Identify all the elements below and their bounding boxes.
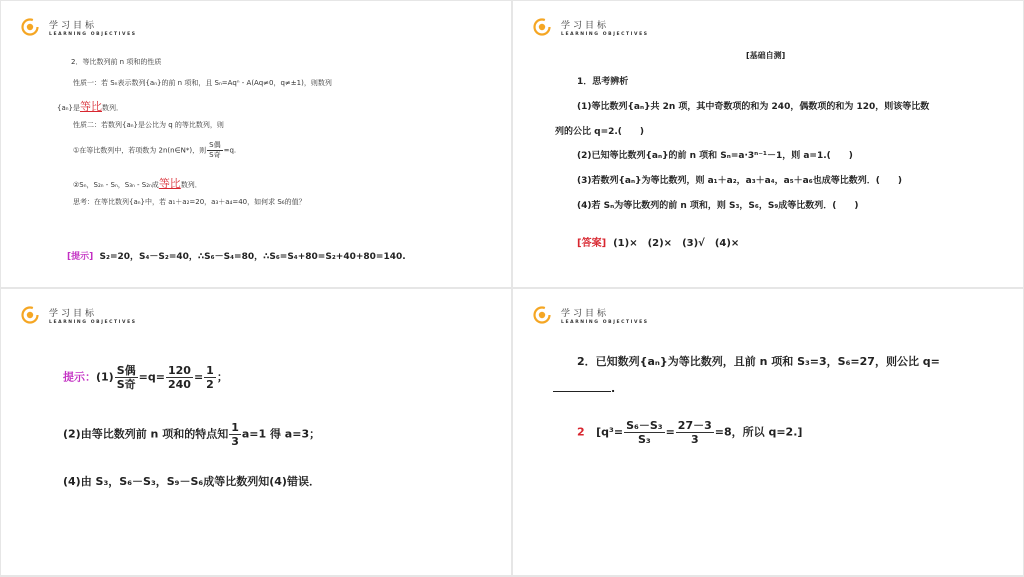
answer-number: 2 — [577, 425, 585, 439]
fraction: $\frac{\text{S₆－S₃}}{\text{S₃}}$ — [626, 419, 663, 446]
property-one-cont: {aₙ}是等比数列． — [57, 100, 123, 113]
fraction: $\frac{1}{2}$ — [206, 364, 214, 391]
header-subtitle: LEARNING OBJECTIVES — [561, 32, 649, 37]
header-title: 学习目标 — [561, 21, 610, 31]
header-title: 学习目标 — [49, 21, 98, 31]
fraction: $\frac{27-3}{3}$ — [677, 419, 712, 446]
question-1: (1)等比数列{aₙ}共 2n 项，其中奇数项的和为 240，偶数项的和为 120，则该等比数 — [577, 102, 930, 112]
question-blank: . — [553, 381, 615, 395]
answer-line: 2 [q³= $\frac{\text{S₆－S₃}}{\text{S₃}}$ = $\frac{27-3}{3}$ =8，所以 q=2.] — [577, 419, 803, 446]
fraction: $\frac{\text{S偶}}{\text{S奇}}$ — [116, 364, 136, 391]
think-question: 思考：在等比数列{aₙ}中，若 a₁＋a₂=20，a₃＋a₄=40，如何求 S₆的值？ — [73, 198, 306, 206]
fill-in-answer: 等比 — [158, 177, 181, 190]
hint-line-2: (2)由等比数列前 n 项和的特点知 $\frac{1}{3}$ a=1 得 a=3； — [63, 421, 321, 448]
logo-icon — [533, 18, 551, 36]
question-4: (4)若 Sₙ为等比数列的前 n 项和，则 S₃，S₆，S₉成等比数列．( ) — [577, 201, 859, 211]
property-one: 性质一：若 Sₙ表示数列{aₙ}的前 n 项和，且 Sₙ=Aqⁿ - A(Aq≠0，q≠±1)，则数列 — [73, 79, 332, 87]
slide-3 — [1, 289, 511, 575]
hint-line: [提示] S₂=20，S₄－S₂=40，∴S₆－S₄=80，∴S₆=S₄+80=S₂+40+80=140. — [67, 252, 406, 262]
fraction: $\frac{120}{240}$ — [167, 364, 191, 391]
header-subtitle: LEARNING OBJECTIVES — [49, 32, 137, 37]
hint-line-1: 提示：(1) $\frac{\text{S偶}}{\text{S奇}}$ =q= $\frac{120}{240}$ = $\frac{1}{2}$ ； — [63, 364, 228, 391]
slide-2 — [513, 1, 1023, 287]
question-1-cont: 列的公比 q=2.( ) — [555, 127, 645, 137]
answer-blank — [553, 381, 611, 392]
question-3: (3)若数列{aₙ}为等比数列，则 a₁＋a₂，a₃＋a₄，a₅＋a₆也成等比数列．( ) — [577, 176, 902, 186]
logo-icon — [533, 306, 551, 324]
property-two-item-2: ②Sₙ，S₂ₙ - Sₙ，S₃ₙ - S₂ₙ成等比数列． — [73, 177, 202, 190]
slide-1 — [1, 1, 511, 287]
answer-label: [答案] — [577, 238, 607, 249]
hint-label: 提示： — [63, 370, 96, 384]
question-2: (2)已知等比数列{aₙ}的前 n 项和 Sₙ=a·3ⁿ⁻¹－1，则 a=1.( ) — [577, 151, 853, 161]
hint-label: [提示] — [67, 252, 94, 262]
fraction: $\frac{1}{3}$ — [231, 421, 239, 448]
header-subtitle: LEARNING OBJECTIVES — [49, 320, 137, 325]
fraction: $\frac{\text{S偶}}{\text{S奇}}$ — [209, 141, 221, 159]
logo-icon — [21, 18, 39, 36]
section-title: [基础自测] — [746, 51, 786, 60]
logo-icon — [21, 306, 39, 324]
hint-line-3: (4)由 S₃，S₆－S₃，S₉－S₆成等比数列知(4)错误． — [63, 475, 320, 488]
property-two: 性质二：若数列{aₙ}是公比为 q 的等比数列，则 — [73, 121, 224, 129]
question-title: 1．思考辨析 — [577, 77, 629, 87]
property-heading: 2．等比数列前 n 项和的性质 — [71, 58, 162, 66]
slide-4 — [513, 289, 1023, 575]
header-title: 学习目标 — [49, 309, 98, 319]
question-line: 2．已知数列{aₙ}为等比数列，且前 n 项和 S₃=3，S₆=27，则公比 q= — [577, 355, 940, 368]
fill-in-answer: 等比 — [80, 100, 102, 113]
property-two-item-1: ①在等比数列中，若项数为 2n(n∈N*)，则 $\frac{\text{S偶}}{\text{S奇}}$ =q. — [73, 141, 237, 159]
header-title: 学习目标 — [561, 309, 610, 319]
answer-line: [答案] (1)× (2)× (3)√ (4)× — [577, 238, 740, 249]
header-subtitle: LEARNING OBJECTIVES — [561, 320, 649, 325]
